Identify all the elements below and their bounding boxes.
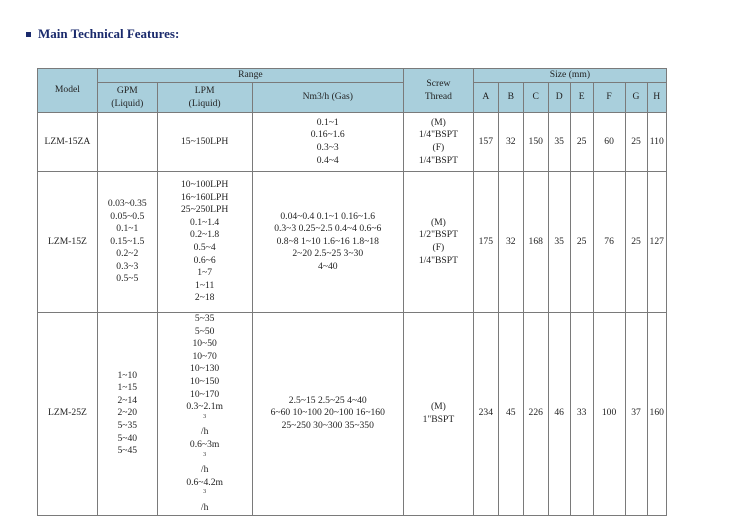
size-f-cell: 76 bbox=[593, 172, 625, 313]
header-size: Size (mm) bbox=[473, 69, 666, 83]
size-b-cell: 45 bbox=[498, 313, 523, 516]
size-h-cell: 110 bbox=[647, 113, 667, 172]
lpm-cell: 5~35 5~50 10~50 10~70 10~130 10~150 10~170 0.3~2.1m $^3$ /h 0.6~3m $^3$ /h 0.6~4.2m $^3$ /h bbox=[157, 313, 252, 516]
size-g-cell: 25 bbox=[625, 172, 647, 313]
size-g-cell: 37 bbox=[625, 313, 647, 516]
size-e-cell: 25 bbox=[570, 113, 593, 172]
section-heading-text: Main Technical Features: bbox=[38, 26, 180, 41]
size-h-cell: 160 bbox=[647, 313, 667, 516]
header-range: Range bbox=[97, 69, 403, 83]
model-cell: LZM-15Z bbox=[38, 172, 98, 313]
size-c-cell: 168 bbox=[523, 172, 548, 313]
model-cell: LZM-15ZA bbox=[38, 113, 98, 172]
size-c-cell: 226 bbox=[523, 313, 548, 516]
size-b-cell: 32 bbox=[498, 113, 523, 172]
size-d-cell: 35 bbox=[548, 172, 570, 313]
header-dim-c: C bbox=[523, 83, 548, 113]
square-bullet-icon bbox=[26, 32, 31, 37]
size-c-cell: 150 bbox=[523, 113, 548, 172]
size-a-cell: 157 bbox=[473, 113, 498, 172]
header-dim-e: E bbox=[570, 83, 593, 113]
header-dim-g: G bbox=[625, 83, 647, 113]
size-a-cell: 234 bbox=[473, 313, 498, 516]
header-dim-f: F bbox=[593, 83, 625, 113]
size-d-cell: 35 bbox=[548, 113, 570, 172]
table-row bbox=[38, 313, 667, 516]
header-model: Model bbox=[38, 69, 98, 113]
gas-cell: 0.1~1 0.16~1.6 0.3~3 0.4~4 bbox=[252, 113, 403, 172]
header-dim-b: B bbox=[498, 83, 523, 113]
table-row bbox=[38, 172, 667, 313]
size-e-cell: 33 bbox=[570, 313, 593, 516]
technical-features-table bbox=[37, 68, 667, 516]
thread-cell: (M) 1/2"BSPT (F) 1/4"BSPT bbox=[403, 172, 473, 313]
table-row bbox=[38, 113, 667, 172]
size-a-cell: 175 bbox=[473, 172, 498, 313]
header-lpm: LPM (Liquid) bbox=[157, 83, 252, 113]
size-d-cell: 46 bbox=[548, 313, 570, 516]
header-screw-thread: Screw Thread bbox=[403, 69, 473, 113]
lpm-cell: 15~150LPH bbox=[157, 113, 252, 172]
size-h-cell: 127 bbox=[647, 172, 667, 313]
header-dim-h: H bbox=[647, 83, 667, 113]
gas-cell: 2.5~15 2.5~25 4~40 6~60 10~100 20~100 16~160 25~250 30~300 35~350 bbox=[252, 313, 403, 516]
header-gpm: GPM (Liquid) bbox=[97, 83, 157, 113]
model-cell: LZM-25Z bbox=[38, 313, 98, 516]
header-gas: Nm3/h (Gas) bbox=[252, 83, 403, 113]
thread-cell: (M) 1/4"BSPT (F) 1/4"BSPT bbox=[403, 113, 473, 172]
gas-cell: 0.04~0.4 0.1~1 0.16~1.6 0.3~3 0.25~2.5 0.4~4 0.6~6 0.8~8 1~10 1.6~16 1.8~18 2~20 2.5~25 3~30 4~40 bbox=[252, 172, 403, 313]
gpm-cell: 1~10 1~15 2~14 2~20 5~35 5~40 5~45 bbox=[97, 313, 157, 516]
size-e-cell: 25 bbox=[570, 172, 593, 313]
gpm-cell: 0.03~0.35 0.05~0.5 0.1~1 0.15~1.5 0.2~2 0.3~3 0.5~5 bbox=[97, 172, 157, 313]
size-g-cell: 25 bbox=[625, 113, 647, 172]
gpm-cell bbox=[97, 113, 157, 172]
size-f-cell: 60 bbox=[593, 113, 625, 172]
header-dim-d: D bbox=[548, 83, 570, 113]
thread-cell: (M) 1"BSPT bbox=[403, 313, 473, 516]
header-dim-a: A bbox=[473, 83, 498, 113]
section-heading bbox=[26, 26, 179, 42]
lpm-cell: 10~100LPH 16~160LPH 25~250LPH 0.1~1.4 0.2~1.8 0.5~4 0.6~6 1~7 1~11 2~18 bbox=[157, 172, 252, 313]
size-f-cell: 100 bbox=[593, 313, 625, 516]
size-b-cell: 32 bbox=[498, 172, 523, 313]
